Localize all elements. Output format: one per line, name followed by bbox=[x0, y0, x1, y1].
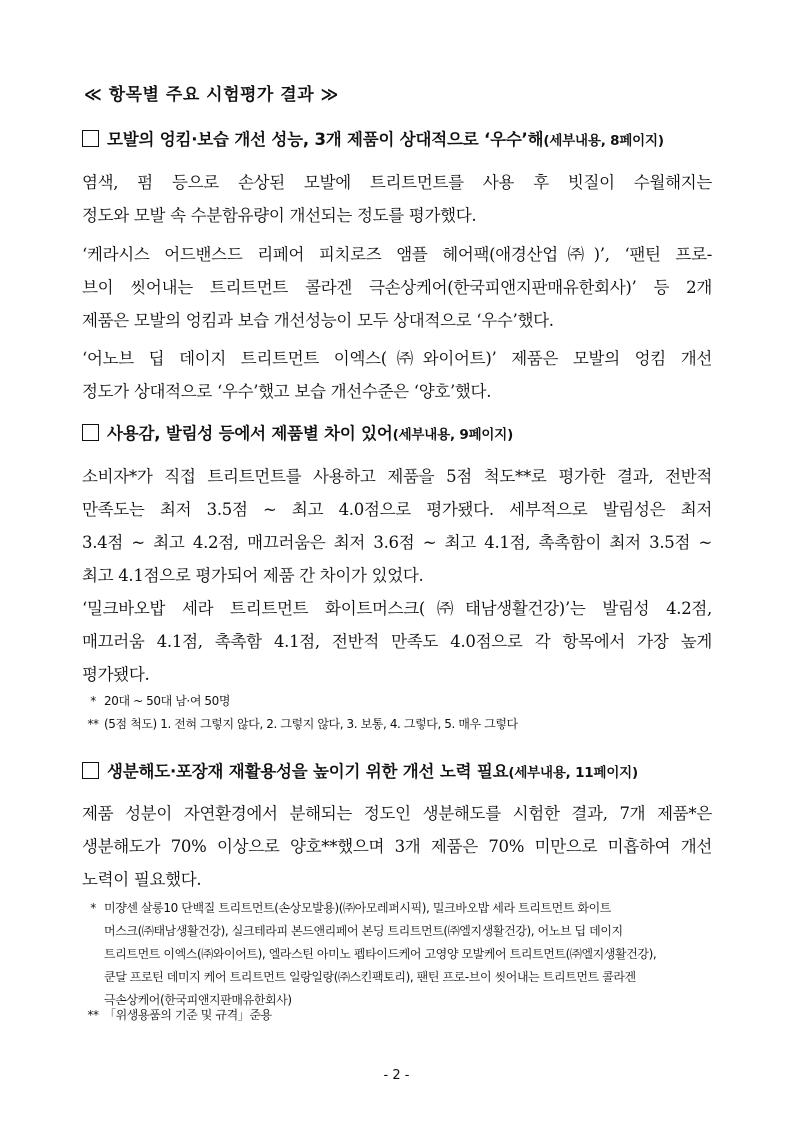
paragraph bbox=[82, 238, 712, 337]
paragraph-line: 노력이 필요했다. bbox=[82, 870, 202, 889]
paragraph-line: 정도와 모발 속 수분함유량이 개선되는 정도를 평가했다. bbox=[82, 206, 477, 225]
paragraph-line: 정도가 상대적으로 ‘우수’했고 보습 개선수준은 ‘양호’했다. bbox=[82, 382, 492, 401]
paragraph-line: 염색, 펌 등으로 손상된 모발에 트리트먼트를 사용 후 빗질이 수월해지는 bbox=[82, 173, 712, 192]
footnote-text: 쿤달 프로틴 데미지 케어 트리트먼트 일랑일랑(㈜스킨팩토리), 팬틴 프로-브이 씻어내는 트리트먼트 콜라겐 bbox=[104, 970, 636, 984]
paragraph bbox=[82, 166, 712, 232]
paragraph-line: 소비자*가 직접 트리트먼트를 사용하고 제품을 5점 척도**로 평가한 결과, 전반적 bbox=[82, 467, 712, 486]
checkbox-square-icon bbox=[82, 130, 99, 147]
section-heading-text: 모발의 엉킴·보습 개선 성능, 3개 제품이 상대적으로 ‘우수’해 bbox=[107, 130, 544, 149]
footnote-mark: ** bbox=[87, 1008, 99, 1022]
footnote bbox=[82, 1004, 722, 1027]
footnote bbox=[82, 690, 722, 713]
footnote-mark: * bbox=[90, 694, 96, 708]
paragraph-line: ‘밀크바오밥 세라 트리트먼트 화이트머스크(㈜태남생활건강)’는 발림성 4.2점, bbox=[82, 599, 712, 618]
paragraph-line: ‘어노브 딥 데이지 트리트먼트 이엑스(㈜와이어트)’ 제품은 모발의 엉킴 개선 bbox=[82, 349, 712, 368]
paragraph-line: 브이 씻어내는 트리트먼트 콜라겐 극손상케어(한국피앤지판매유한회사)’ 등 2개 bbox=[82, 278, 712, 297]
paragraph bbox=[82, 342, 712, 408]
paragraph-line: 매끄러움 4.1점, 촉촉함 4.1점, 전반적 만족도 4.0점으로 각 항목에서 가장 높게 bbox=[82, 632, 712, 651]
section-heading-text: 사용감, 발림성 등에서 제품별 차이 있어 bbox=[107, 424, 393, 443]
paragraph-line: 생분해도가 70% 이상으로 양호**했으며 3개 제품은 70% 미만으로 미흡하여 개선 bbox=[82, 837, 712, 856]
footnote bbox=[82, 713, 722, 736]
paragraph-line: ‘케라시스 어드밴스드 리페어 피치로즈 앰플 헤어팩(애경산업㈜)’, ‘팬틴 프로- bbox=[82, 245, 712, 264]
paragraph bbox=[82, 592, 712, 691]
paragraph bbox=[82, 797, 712, 896]
section-heading-2 bbox=[82, 420, 513, 444]
footnote-mark: ** bbox=[87, 717, 99, 731]
footnote-text: (5점 척도) 1. 전혀 그렇지 않다, 2. 그렇지 않다, 3. 보통, 4. 그렇다, 5. 매우 그렇다 bbox=[104, 717, 518, 731]
footnote-mark: * bbox=[90, 901, 96, 915]
page-title: ≪ 항목별 주요 시험평가 결과 ≫ bbox=[84, 85, 339, 105]
footnote-text: 극손상케어(한국피앤지판매유한회사) bbox=[104, 993, 292, 1007]
section-ref: (세부내용, 8페이지) bbox=[543, 133, 664, 149]
paragraph-line: 최고 4.1점으로 평가되어 제품 간 차이가 있었다. bbox=[82, 566, 424, 585]
paragraph-line: 만족도는 최저 3.5점 ~ 최고 4.0점으로 평가됐다. 세부적으로 발림성은 최저 bbox=[82, 500, 712, 519]
footnote-text: 미쟝센 살롱10 단백질 트리트먼트(손상모발용)(㈜아모레퍼시픽), 밀크바오밥 세라 트리트먼트 화이트 bbox=[104, 901, 612, 915]
footnote-text: 20대 ~ 50대 남·여 50명 bbox=[104, 694, 231, 708]
footnote-text: 「위생용품의 기준 및 규격」준용 bbox=[104, 1008, 272, 1022]
paragraph-line: 제품 성분이 자연환경에서 분해되는 정도인 생분해도를 시험한 결과, 7개 제품*은 bbox=[82, 804, 712, 823]
footnote-text: 머스크(㈜태남생활건강), 실크테라피 본드앤리페어 본딩 트리트먼트(㈜엘지생활건강), 어노브 딥 데이지 bbox=[104, 924, 623, 938]
paragraph bbox=[82, 460, 712, 592]
paragraph-line: 3.4점 ~ 최고 4.2점, 매끄러움은 최저 3.6점 ~ 최고 4.1점, 촉촉함이 최저 3.5점 ~ bbox=[82, 533, 712, 552]
paragraph-line: 평가됐다. bbox=[82, 665, 150, 684]
section-heading-3 bbox=[82, 758, 638, 782]
checkbox-square-icon bbox=[82, 424, 99, 441]
section-heading-1 bbox=[82, 126, 664, 150]
paragraph-line: 제품은 모발의 엉킴과 보습 개선성능이 모두 상대적으로 ‘우수’했다. bbox=[82, 311, 554, 330]
section-ref: (세부내용, 11페이지) bbox=[508, 765, 638, 781]
section-ref: (세부내용, 9페이지) bbox=[392, 427, 514, 443]
checkbox-square-icon bbox=[82, 762, 99, 779]
footnote bbox=[82, 897, 722, 1012]
page-number: - 2 - bbox=[383, 1068, 410, 1083]
footnote-text: 트리트먼트 이엑스(㈜와이어트), 엘라스틴 아미노 펩타이드케어 고영양 모발케어 트리트먼트(㈜엘지생활건강), bbox=[104, 947, 657, 961]
section-heading-text: 생분해도·포장재 재활용성을 높이기 위한 개선 노력 필요 bbox=[107, 762, 509, 781]
